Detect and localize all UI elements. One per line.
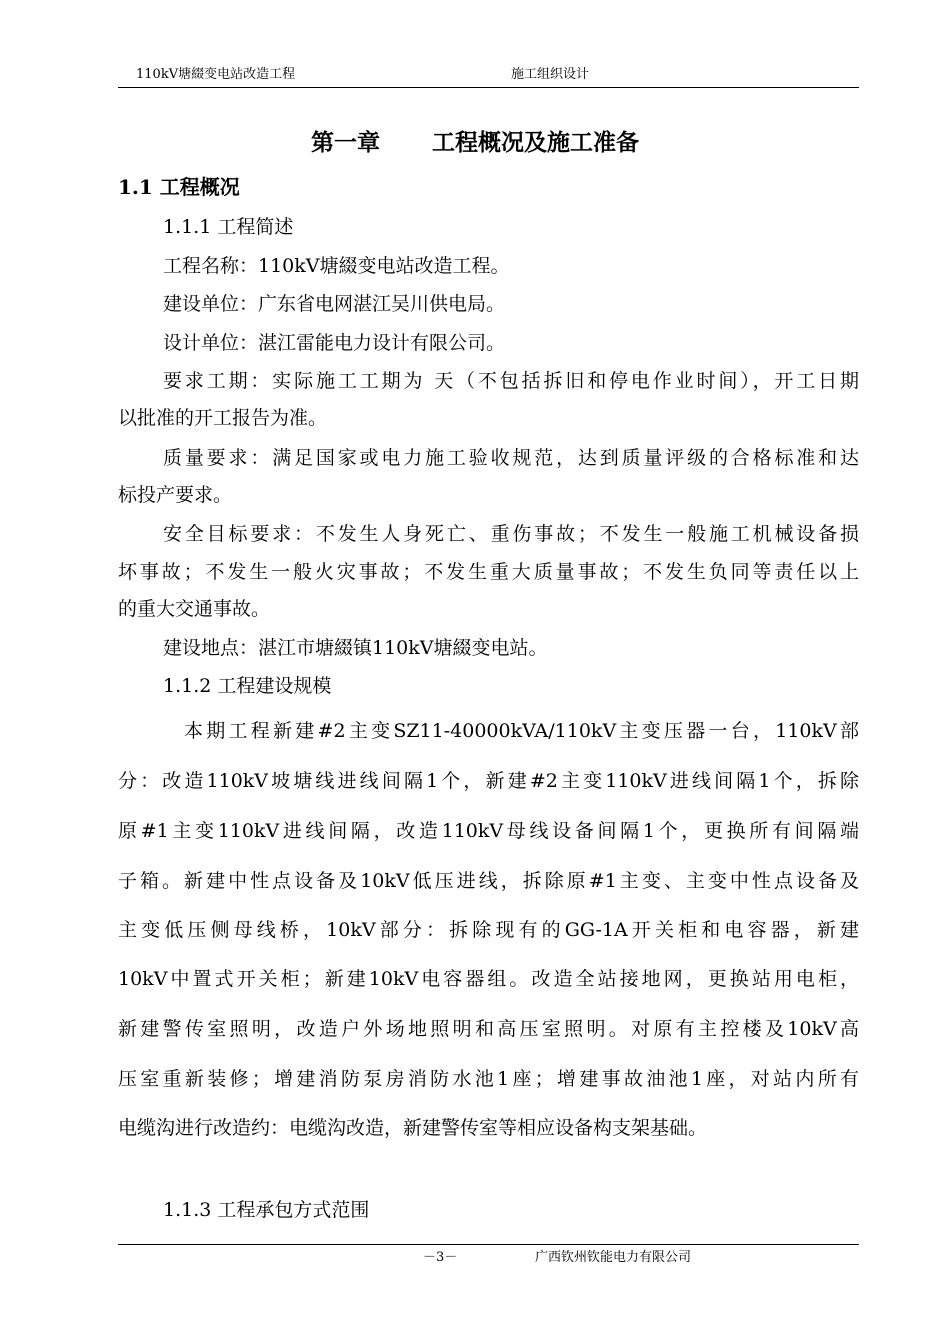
header-project-name: 110kV塘綴变电站改造工程 xyxy=(136,67,296,82)
scale-line-4: 子箱。新建中性点设备及10kV低压进线，拆除原#1主变、主变中性点设备及 xyxy=(118,870,859,892)
subsection-heading-1-1-1: 1.1.1 工程简述 xyxy=(163,216,294,238)
safety-line-2: 坏事故；不发生一般火灾事故；不发生重大质量事故；不发生负同等责任以上 xyxy=(118,561,859,583)
schedule-line-1: 要求工期：实际施工工期为 天（不包括拆旧和停电作业时间），开工日期 xyxy=(163,370,859,392)
project-name-line: 工程名称：110kV塘綴变电站改造工程。 xyxy=(163,255,510,277)
designer-line: 设计单位：湛江雷能电力设计有限公司。 xyxy=(163,332,506,354)
scale-line-2: 分：改造110kV坡塘线进线间隔1个，新建#2主变110kV进线间隔1个，拆除 xyxy=(118,770,859,792)
header-divider xyxy=(118,87,859,88)
location-line: 建设地点：湛江市塘綴镇110kV塘綴变电站。 xyxy=(163,637,548,659)
footer-company: 广西钦州钦能电力有限公司 xyxy=(535,1250,692,1265)
scale-line-6: 10kV中置式开关柜；新建10kV电容器组。改造全站接地网，更换站用电柜， xyxy=(118,968,859,990)
safety-line-3: 的重大交通事故。 xyxy=(118,598,271,620)
subsection-heading-1-1-2: 1.1.2 工程建设规模 xyxy=(163,675,332,697)
quality-line-2: 标投产要求。 xyxy=(118,484,233,506)
scale-line-1: 本期工程新建#2主变SZ11-40000kVA/110kV主变压器一台，110kV部 xyxy=(184,720,859,742)
chapter-name: 工程概况及施工准备 xyxy=(432,129,639,156)
section-heading: 1.1 工程概况 xyxy=(118,175,240,199)
scale-line-9: 电缆沟进行改造约：电缆沟改造，新建警传室等相应设备构支架基础。 xyxy=(118,1117,708,1139)
scale-line-7: 新建警传室照明，改造户外场地照明和高压室照明。对原有主控楼及10kV高 xyxy=(118,1018,859,1040)
footer-divider xyxy=(118,1244,859,1245)
chapter-title xyxy=(0,126,950,160)
safety-line-1: 安全目标要求：不发生人身死亡、重伤事故；不发生一般施工机械设备损 xyxy=(163,523,859,545)
scale-line-5: 主变低压侧母线桥，10kV部分：拆除现有的GG-1A开关柜和电容器，新建 xyxy=(118,919,859,941)
schedule-line-2: 以批准的开工报告为准。 xyxy=(118,407,328,429)
header-doc-type: 施工组织设计 xyxy=(511,67,590,82)
subsection-heading-1-1-3: 1.1.3 工程承包方式范围 xyxy=(163,1199,370,1221)
quality-line-1: 质量要求：满足国家或电力施工验收规范，达到质量评级的合格标准和达 xyxy=(163,447,859,469)
scale-line-3: 原#1主变110kV进线间隔，改造110kV母线设备间隔1个，更换所有间隔端 xyxy=(118,820,859,842)
page-number: －3－ xyxy=(423,1250,458,1265)
chapter-number: 第一章 xyxy=(311,129,380,156)
owner-line: 建设单位：广东省电网湛江吴川供电局。 xyxy=(163,293,506,315)
scale-line-8: 压室重新装修；增建消防泵房消防水池1座；增建事故油池1座，对站内所有 xyxy=(118,1068,859,1090)
